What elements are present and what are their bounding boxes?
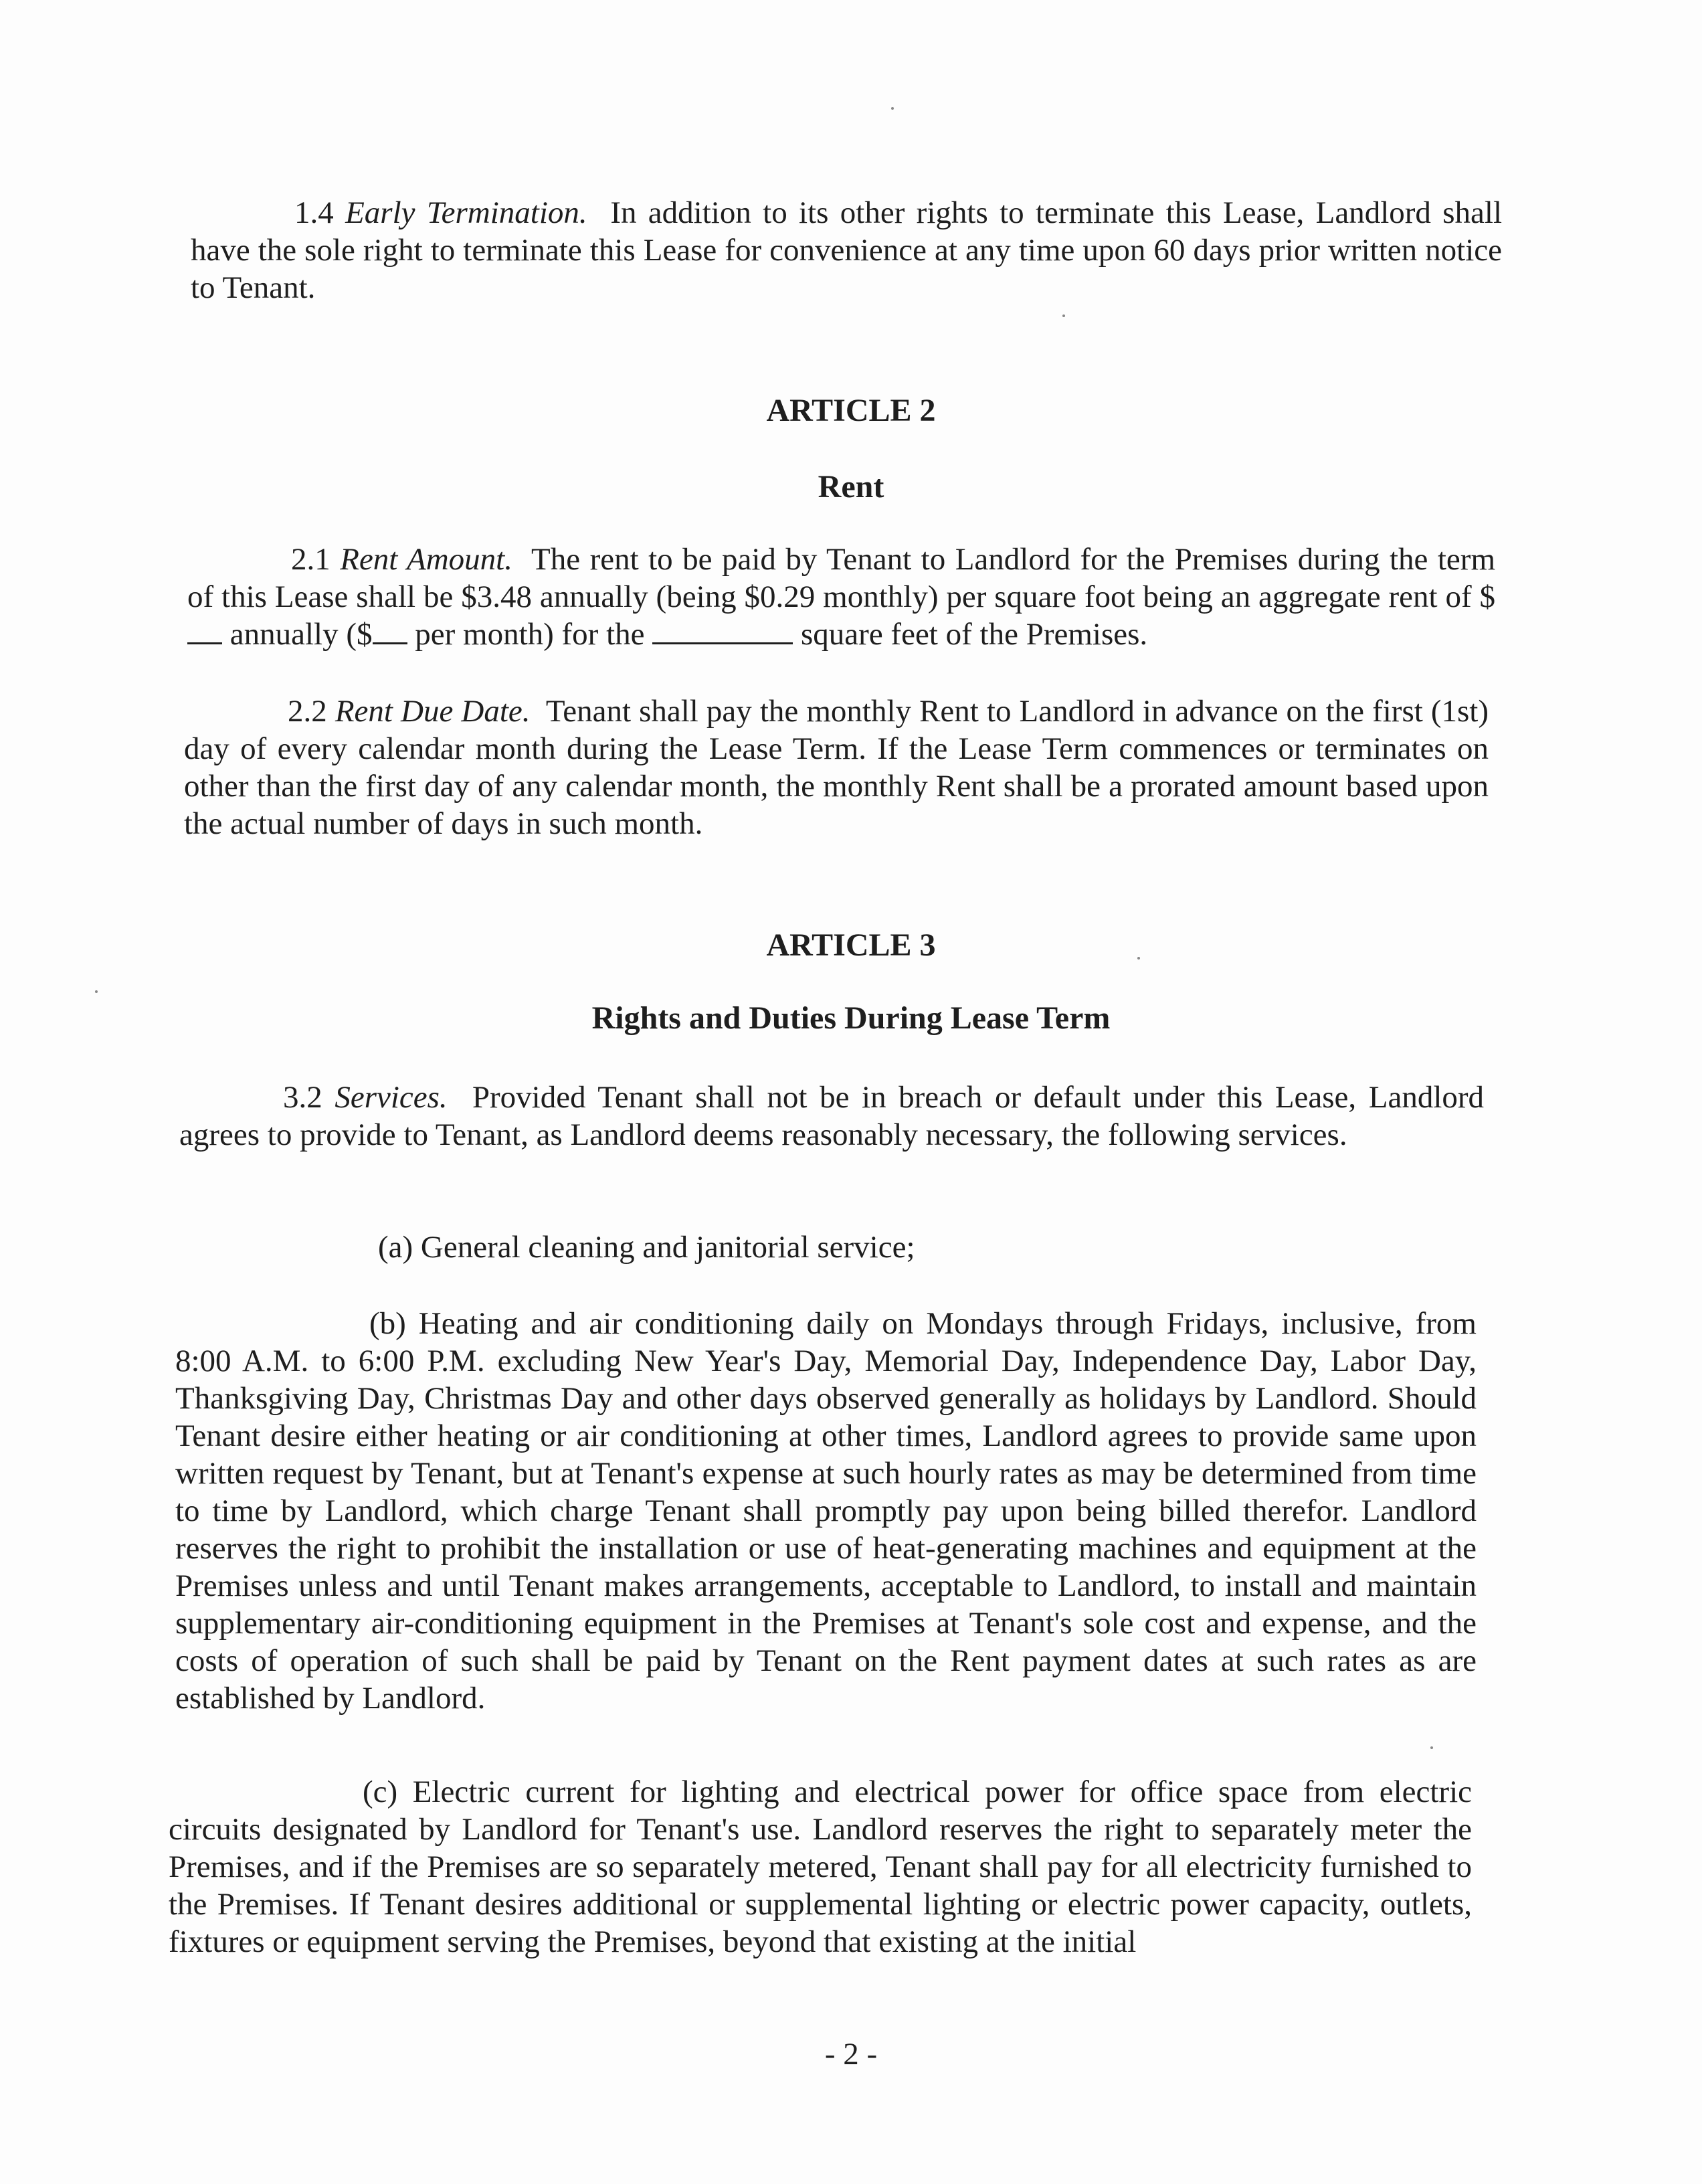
section-title: Early Termination. (345, 195, 587, 230)
section-number: 3.2 (283, 1080, 322, 1115)
scan-speck (891, 107, 894, 110)
service-item-c (169, 1773, 1472, 1961)
article-3-label: ARTICLE 3 (766, 927, 936, 963)
section-number: 1.4 (294, 195, 334, 230)
square-feet-blank (652, 617, 793, 644)
rent-text-c: per month) for the (415, 617, 645, 652)
section-text: Provided Tenant shall not be in breach or default under this Lease, Landlord agrees to provide to Tenant, as Landlord deems reasonably necessary, the following services. (179, 1080, 1485, 1152)
scan-speck (1430, 1746, 1433, 1749)
section-3-2 (179, 1079, 1484, 1154)
section-number: 2.2 (288, 694, 327, 729)
service-item-a: (a) General cleaning and janitorial service; (378, 1230, 915, 1265)
scan-speck (1062, 314, 1065, 317)
section-title: Rent Due Date. (335, 694, 531, 729)
rent-text-b: annually ($ (229, 617, 373, 652)
article-2-label: ARTICLE 2 (766, 393, 936, 428)
section-title: Services. (335, 1080, 448, 1115)
section-text: Tenant shall pay the monthly Rent to Landlord in advance on the first (1st) day of every calendar month during the Lease Term. If the Lease Term commences or terminates on other than the first day of any calendar month, the monthly Rent shall be a prorated amount based upon the actual number of days in such month. (184, 694, 1489, 841)
rent-text-a: The rent to be paid by Tenant to Landlord for the Premises during the term of this Lease shall be $3.48 annually (being $0.29 monthly) per square foot being an aggregate rent of $ (187, 542, 1495, 614)
scan-speck (95, 990, 98, 993)
section-2-1 (187, 541, 1495, 653)
service-item-b (175, 1305, 1477, 1717)
service-item-b-text: (b) Heating and air conditioning daily on Mondays through Fridays, inclusive, from 8:00 A.M. to 6:00 P.M. excluding New Year's Day, Memorial Day, Independence Day, Labor Day, Thanksgiving Day, Christmas Day and other days observed generally as holidays by Landlord. Should Tenant desire either heating or air conditioning at other times, Landlord agrees to provide same upon written request by Tenant, but at Tenant's expense at such hourly rates as may be determined from time to time by Landlord, which charge Tenant shall promptly pay upon being billed therefor. Landlord reserves the right to prohibit the installation or use of heat-generating machines and equipment at the Premises unless and until Tenant makes arrangements, acceptable to Landlord, to install and maintain supplementary air-conditioning equipment in the Premises at Tenant's sole cost and expense, and the costs of operation of such shall be paid by Tenant on the Rent payment dates at such rates as are established by Landlord. (175, 1306, 1477, 1716)
article-3-title: Rights and Duties During Lease Term (591, 1000, 1111, 1036)
section-text: In addition to its other rights to terminate this Lease, Landlord shall have the sole right to terminate this Lease for convenience at any time upon 60 days prior written notice to Tenant. (191, 195, 1503, 305)
section-title: Rent Amount. (340, 542, 512, 577)
article-2-title: Rent (818, 469, 884, 505)
page-number: - 2 - (824, 2037, 878, 2072)
section-number: 2.1 (291, 542, 330, 577)
section-2-2 (184, 693, 1489, 842)
rent-text-d: square feet of the Premises. (801, 617, 1148, 652)
aggregate-rent-blank (187, 617, 222, 644)
service-item-c-text: (c) Electric current for lighting and electrical power for office space from electric circuits designated by Landlord for Tenant's use. Landlord reserves the right to separately meter the Premises, and if the Premises are so separately metered, Tenant shall pay for all electricity furnished to the Premises. If Tenant desires additional or supplemental lighting or electric power capacity, outlets, fixtures or equipment serving the Premises, beyond that existing at the initial (169, 1774, 1472, 1959)
monthly-rent-blank (373, 617, 407, 644)
section-1-4 (191, 194, 1502, 306)
scan-speck (1137, 957, 1140, 960)
